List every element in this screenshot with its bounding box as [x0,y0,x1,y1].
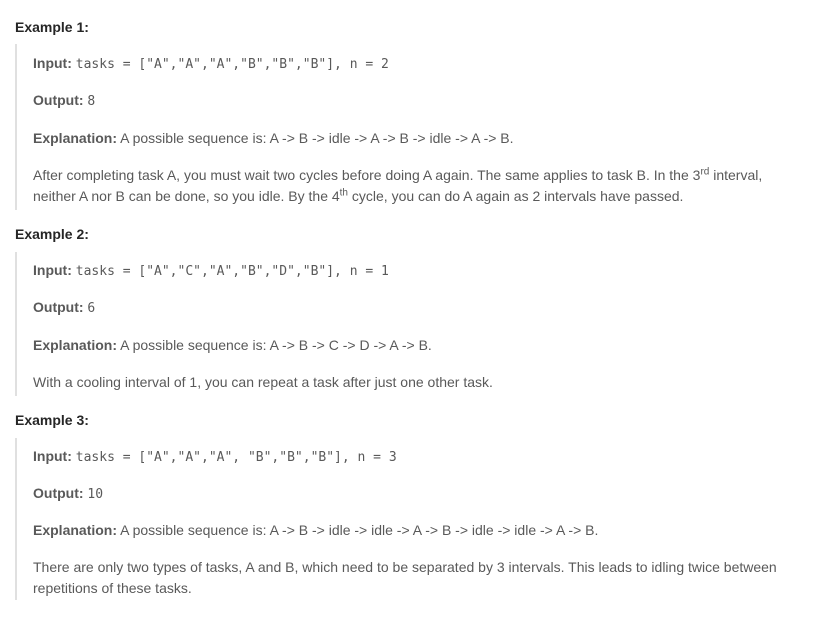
example-1-heading: Example 1: [15,19,89,35]
example-2-output-value: 6 [87,301,96,316]
example-3-output [33,483,103,505]
example-3-input-code: tasks = ["A","A","A", "B","B","B"], n = 3 [75,450,397,465]
example-3-heading: Example 3: [15,412,89,428]
example-1-note-part: cycle, you can do A again as 2 intervals have passed. [348,188,684,204]
example-3-block [15,438,795,600]
example-2-explanation [33,335,432,356]
example-2-note: With a cooling interval of 1, you can repeat a task after just one other task. [33,374,493,390]
example-3-note: There are only two types of tasks, A and B, which need to be separated by 3 intervals. This leads to idling twice between repetitions of these tasks. [33,559,777,596]
example-1-note [33,165,803,207]
example-1-note-sup: th [339,187,348,199]
example-1-explanation [33,128,514,149]
output-label: Output: [33,485,84,501]
example-3-output-value: 10 [87,487,104,502]
output-label: Output: [33,92,84,108]
explanation-label: Explanation: [33,130,118,146]
example-2-input-code: tasks = ["A","C","A","B","D","B"], n = 1 [75,264,389,279]
example-3-explanation-text: A possible sequence is: A -> B -> idle -> idle -> A -> B -> idle -> idle -> A -> B. [120,522,599,538]
input-label: Input: [33,55,72,71]
example-2-input [33,260,389,282]
example-2-block [15,252,795,396]
example-1-explanation-text: A possible sequence is: A -> B -> idle -> A -> B -> idle -> A -> B. [120,130,514,146]
input-label: Input: [33,262,72,278]
example-1-input-code: tasks = ["A","A","A","B","B","B"], n = 2 [75,57,389,72]
example-3-explanation [33,520,598,541]
example-2-output [33,297,95,319]
example-1-note-sup: rd [700,166,710,178]
example-2-heading: Example 2: [15,226,89,242]
example-1-note-part: After completing task A, you must wait two cycles before doing A again. The same applies to task B. In the 3 [33,167,701,183]
example-1-block [15,44,795,210]
example-2-explanation-text: A possible sequence is: A -> B -> C -> D -> A -> B. [120,337,432,353]
explanation-label: Explanation: [33,337,118,353]
explanation-label: Explanation: [33,522,118,538]
example-1-input [33,53,389,75]
output-label: Output: [33,299,84,315]
example-1-output-value: 8 [87,94,96,109]
example-1-output [33,90,95,112]
input-label: Input: [33,448,72,464]
example-3-input [33,446,397,468]
example-1-note-part: interval, neither A nor B can be done, so you idle. By the 4 [33,167,763,204]
